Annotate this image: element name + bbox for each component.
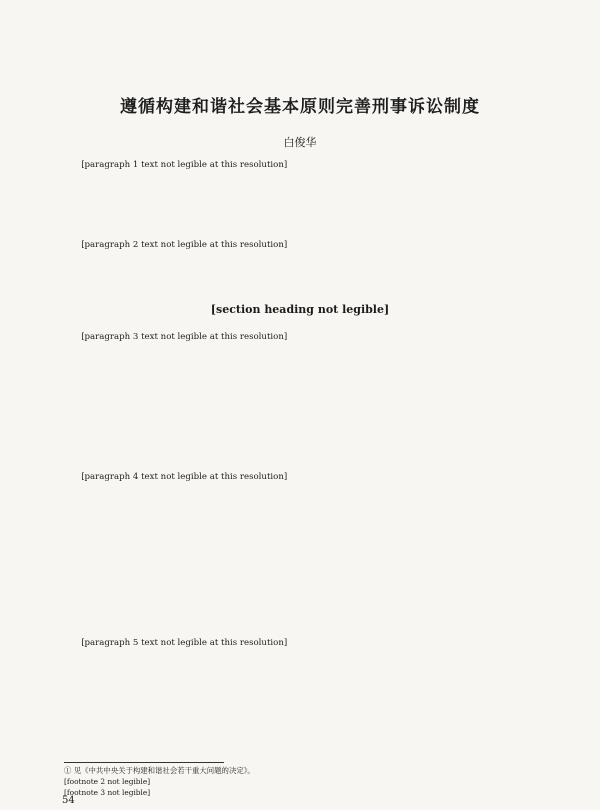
footnote-rule xyxy=(64,762,224,763)
footnote-1: ① 见《中共中央关于构建和谐社会若干重大问题的决定》。 xyxy=(64,766,255,775)
footnote-3: [footnote 3 not legible] xyxy=(64,788,151,797)
section-heading: [section heading not legible] xyxy=(210,303,390,316)
paragraph-2: [paragraph 2 text not legible at this resolution] xyxy=(81,240,288,250)
footnote-2: [footnote 2 not legible] xyxy=(64,777,151,786)
paragraph-4: [paragraph 4 text not legible at this resolution] xyxy=(81,472,288,482)
article-title: 遵循构建和谐社会基本原则完善刑事诉讼制度 xyxy=(120,97,480,117)
paragraph-3: [paragraph 3 text not legible at this resolution] xyxy=(81,332,288,342)
author-name: 白俊华 xyxy=(283,136,317,149)
page-number: 54 xyxy=(62,795,75,806)
paragraph-1: [paragraph 1 text not legible at this resolution] xyxy=(81,160,288,170)
paragraph-5: [paragraph 5 text not legible at this resolution] xyxy=(81,638,288,648)
